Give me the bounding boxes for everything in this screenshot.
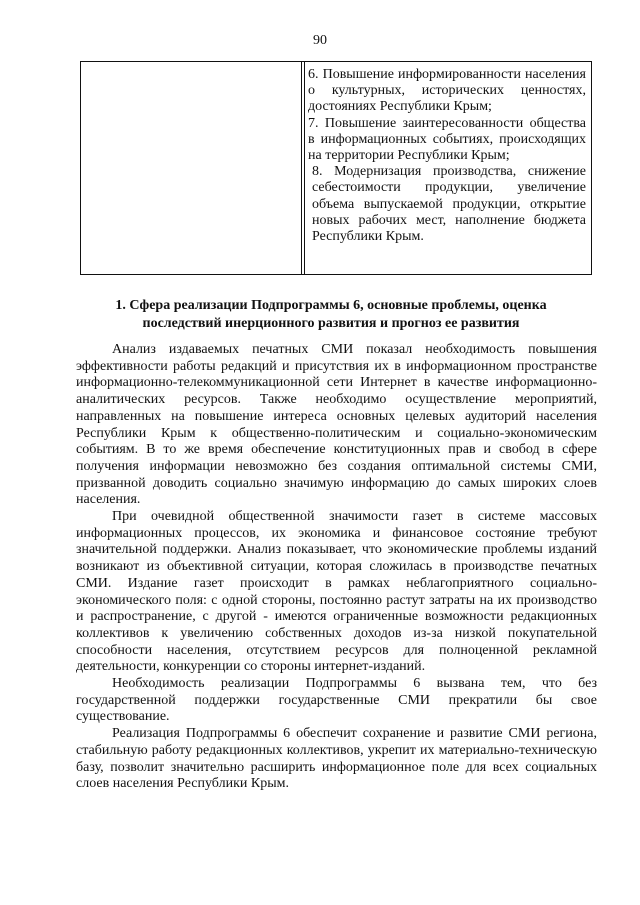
paragraph: Реализация Подпрограммы 6 обеспечит сохранение и развитие СМИ региона, стабильную работу редакционных коллективов, укрепит их материально-техническую базу, позволит значительно расширить информационное поле для всех социальных слоев населения Республики Крым.	[76, 726, 597, 792]
goals-table	[80, 61, 592, 275]
table-column-divider-inner	[304, 62, 305, 274]
table-item-6: 6. Повышение информированности населения о культурных, исторических ценностях, достояниях Республики Крым;	[308, 67, 586, 115]
section-body	[76, 342, 597, 793]
page-number: 90	[313, 33, 327, 48]
table-column-divider	[301, 62, 302, 274]
table-cell-goals	[308, 67, 586, 245]
paragraph: Анализ издаваемых печатных СМИ показал необходимость повышения эффективности работы редакций и присутствия их в информационном пространстве информационно-телекоммуникационной сети Интернет в качестве информационно-аналитических ресурсов. Также необходимо осуществление мероприятий, направленных на повышение интереса основных целевых аудиторий населения Республики Крым к общественно-политическим и социально-экономическим событиям. В то же время обеспечение конституционных прав и свобод в сфере получения информации невозможно без создания оптимальной системы СМИ, призванной доводить социально значимую информацию до самых широких слоев населения.	[76, 342, 597, 508]
section-heading: 1. Сфера реализации Подпрограммы 6, основные проблемы, оценка последствий инерционного развития и прогноз ее развития	[115, 298, 547, 331]
paragraph: При очевидной общественной значимости газет в системе массовых информационных процессов, их экономика и финансовое состояние требуют значительной поддержки. Анализ показывает, что экономические проблемы изданий возникают из объективной ситуации, которая сложилась в производстве печатных СМИ. Издание газет происходит в рамках неблагоприятного социально-экономического поля: с одной стороны, постоянно растут затраты на их производство и распространение, с другой - имеются ограниченные возможности редакционных коллективов к увеличению собственных доходов из-за низкой покупательной способности населения, отсутствием ресурсов для полноценной рекламной деятельности, конкуренции со стороны интернет-изданий.	[76, 509, 597, 675]
paragraph: Необходимость реализации Подпрограммы 6 вызвана тем, что без государственной поддержки государственные СМИ прекратили бы свое существование.	[76, 676, 597, 725]
table-item-7: 7. Повышение заинтересованности общества в информационных событиях, происходящих на территории Республики Крым;	[308, 115, 586, 164]
table-item-8: 8. Модернизация производства, снижение себестоимости продукции, увеличение объема выпускаемой продукции, открытие новых рабочих мест, наполнение бюджета Республики Крым.	[312, 164, 586, 245]
